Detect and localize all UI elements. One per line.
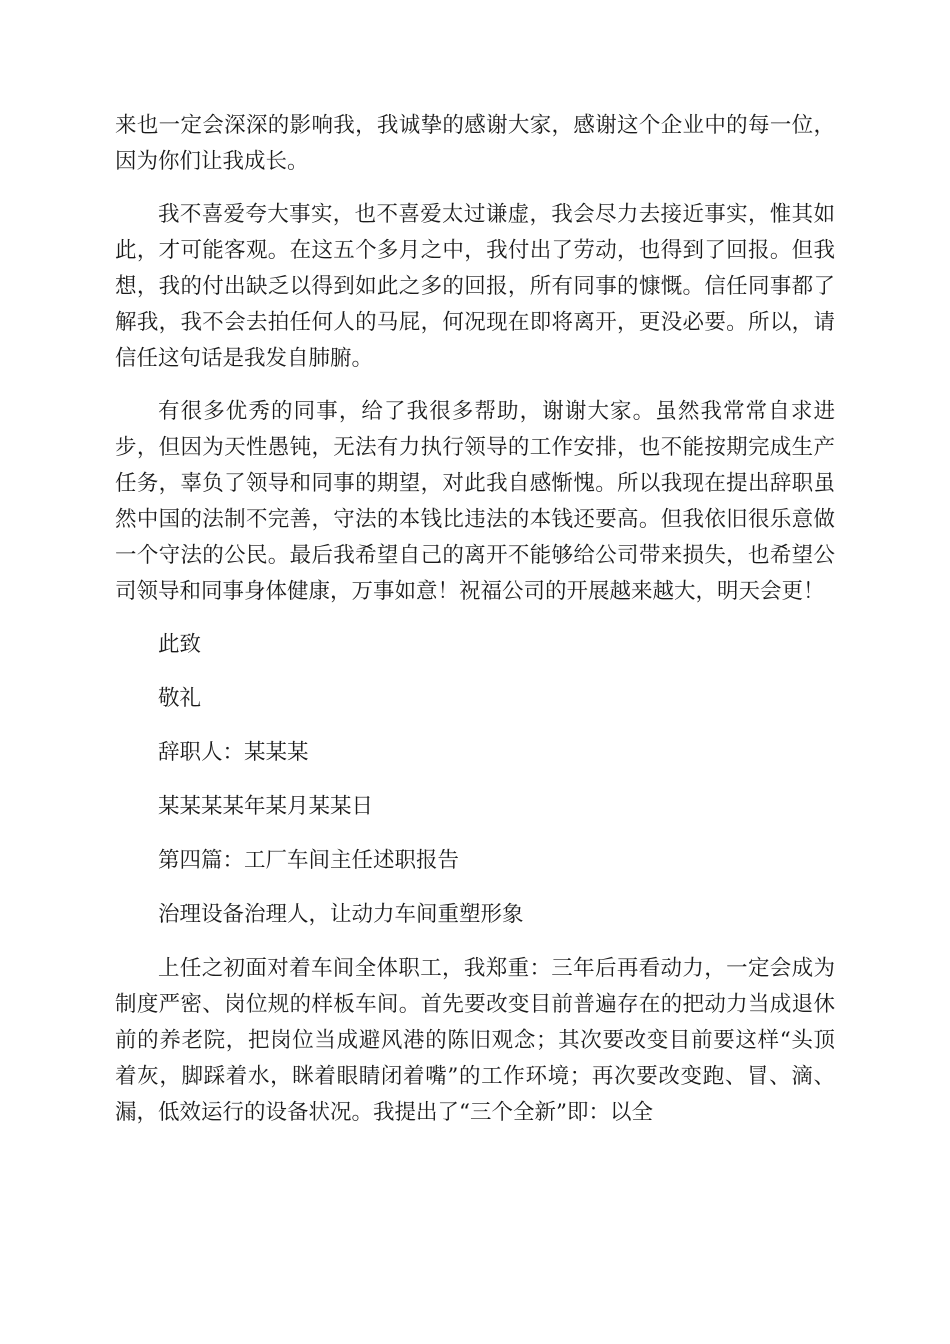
section-subtitle: 治理设备治理人，让动力车间重塑形象: [158, 902, 524, 927]
paragraph-honesty: 我不喜爱夸大事实，也不喜爱太过谦虚，我会尽力去接近事实，惟其如此，才可能客观。在这五个多月之中，我付出了劳动，也得到了回报。但我想，我的付出缺乏以得到如此之多的回报，所有同事的慷慨。信任同事都了解我，我不会去拍任何人的马屁，何况现在即将离开，更没必要。所以，请信任这句话是我发自肺腑。: [115, 202, 835, 371]
section-heading: 第四篇：工厂车间主任述职报告: [158, 848, 460, 873]
signature-line: 辞职人：某某某: [158, 740, 309, 765]
paragraph-thanks: 有很多优秀的同事，给了我很多帮助，谢谢大家。虽然我常常自求进步，但因为天性愚钝，无法有力执行领导的工作安排，也不能按期完成生产任务，辜负了领导和同事的期望，对此我自感惭愧。所以我现在提出辞职虽然中国的法制不完善，守法的本钱比违法的本钱还要高。但我依旧很乐意做一个守法的公民。最后我希望自己的离开不能够给公司带来损失，也希望公司领导和同事身体健康，万事如意！祝福公司的开展越来越大，明天会更！: [115, 399, 835, 604]
closing-salutation: 此致: [158, 632, 202, 657]
date-line: 某某某某年某月某某日: [158, 794, 374, 819]
document-body: [115, 108, 835, 1131]
paragraph-report-intro: 上任之初面对着车间全体职工，我郑重：三年后再看动力，一定会成为制度严密、岗位规的样板车间。首先要改变目前普遍存在的把动力当成退休前的养老院，把岗位当成避风港的陈旧观念；其次要改变目前要这样“头顶着灰，脚踩着水，眯着眼睛闭着嘴”的工作环境；再次要改变跑、冒、滴、漏，低效运行的设备状况。我提出了“三个全新”即：以全: [115, 956, 835, 1125]
closing-regards: 敬礼: [158, 686, 202, 711]
paragraph-continuation: 来也一定会深深的影响我，我诚挚的感谢大家，感谢这个企业中的每一位，因为你们让我成长。: [115, 113, 835, 174]
